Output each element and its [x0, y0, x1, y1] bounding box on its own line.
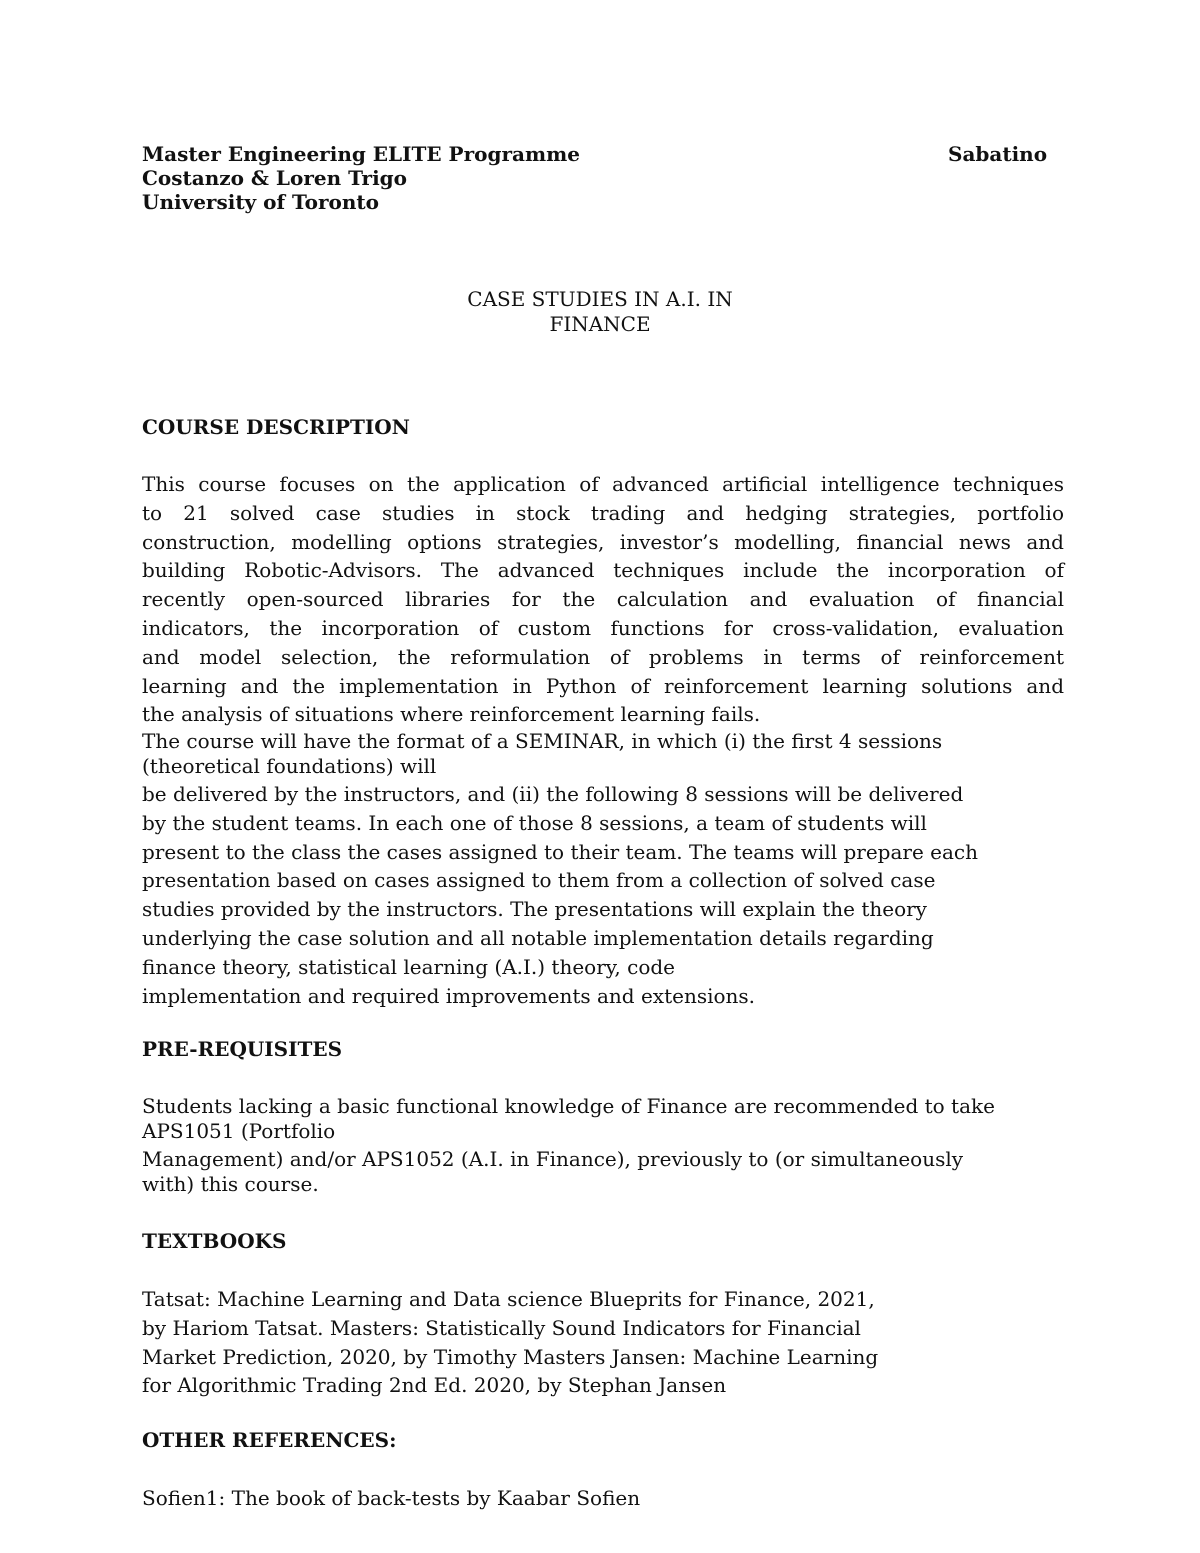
- text-line: by Hariom Tatsat. Masters: Statistically Sound Indicators for Financial: [142, 1315, 861, 1340]
- course-description-heading: COURSE DESCRIPTION: [142, 415, 410, 439]
- course-title-line: CASE STUDIES IN A.I. IN: [467, 287, 733, 311]
- text-line: studies provided by the instructors. The presentations will explain the theory: [142, 897, 927, 922]
- course-description-paragraph: [142, 470, 1064, 729]
- text-line: to 21 solved case studies in stock trading and hedging strategies, portfolio: [142, 500, 1064, 525]
- prerequisites-paragraph-continued: [142, 1147, 1064, 1197]
- course-title-line: FINANCE: [549, 312, 651, 336]
- instructor-names: Costanzo & Loren Trigo: [142, 166, 407, 190]
- text-line: by the student teams. In each one of those 8 sessions, a team of students will: [142, 810, 927, 835]
- text-line: with) this course.: [142, 1172, 319, 1196]
- text-line: Management) and/or APS1052 (A.I. in Finance), previously to (or simultaneously: [142, 1147, 964, 1171]
- programme-name: Master Engineering ELITE Programme: [142, 142, 580, 166]
- text-line: APS1051 (Portfolio: [142, 1119, 336, 1143]
- text-line: learning and the implementation in Python of reinforcement learning solutions and: [142, 673, 1064, 698]
- text-line: be delivered by the instructors, and (ii) the following 8 sessions will be delivered: [142, 782, 964, 806]
- seminar-format-paragraph: [142, 729, 1064, 779]
- text-line: The course will have the format of a SEMINAR, in which (i) the first 4 sessions: [142, 729, 943, 753]
- text-line: the analysis of situations where reinforcement learning fails.: [142, 702, 761, 727]
- text-line: Tatsat: Machine Learning and Data science Blueprits for Finance, 2021,: [142, 1287, 875, 1311]
- text-line: finance theory, statistical learning (A.I.) theory, code: [142, 954, 676, 979]
- university-name: University of Toronto: [142, 190, 379, 214]
- course-title: [400, 287, 800, 337]
- text-line: for Algorithmic Trading 2nd Ed. 2020, by Stephan Jansen: [142, 1373, 727, 1398]
- seminar-format-paragraph-continued: [142, 780, 1064, 1010]
- text-line: recently open-sourced libraries for the calculation and evaluation of financial: [142, 587, 1064, 612]
- text-line: presentation based on cases assigned to them from a collection of solved case: [142, 868, 936, 893]
- instructor-first-name: Sabatino: [948, 142, 1048, 166]
- text-line: This course focuses on the application of advanced artificial intelligence techniques: [142, 472, 1064, 496]
- text-line: building Robotic-Advisors. The advanced techniques include the incorporation of: [142, 558, 1064, 583]
- text-line: present to the class the cases assigned to their team. The teams will prepare each: [142, 839, 978, 864]
- prerequisites-heading: PRE-REQUISITES: [142, 1037, 343, 1061]
- text-line: (theoretical foundations) will: [142, 754, 437, 778]
- other-references-heading: OTHER REFERENCES:: [142, 1428, 397, 1452]
- text-line: construction, modelling options strategies, investor’s modelling, financial news and: [142, 529, 1064, 554]
- text-line: Market Prediction, 2020, by Timothy Masters Jansen: Machine Learning: [142, 1344, 879, 1369]
- text-line: and model selection, the reformulation of problems in terms of reinforcement: [142, 644, 1064, 669]
- prerequisites-paragraph: [142, 1094, 1064, 1144]
- text-line: indicators, the incorporation of custom functions for cross-validation, evaluation: [142, 615, 1064, 640]
- text-line: Sofien1: The book of back-tests by Kaabar Sofien: [142, 1486, 641, 1510]
- text-line: underlying the case solution and all notable implementation details regarding: [142, 925, 934, 950]
- other-references-list: [142, 1484, 1064, 1513]
- text-line: Students lacking a basic functional knowledge of Finance are recommended to take: [142, 1094, 995, 1118]
- text-line: implementation and required improvements and extensions.: [142, 983, 756, 1008]
- textbooks-heading: TEXTBOOKS: [142, 1229, 287, 1253]
- textbooks-list: [142, 1285, 1064, 1400]
